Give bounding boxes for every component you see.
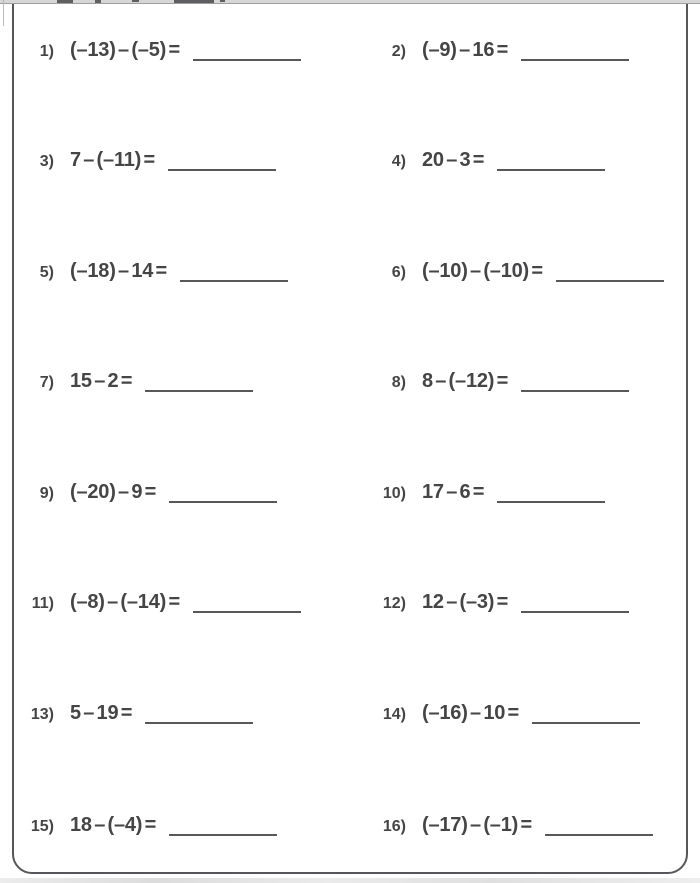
problem-item [22, 257, 374, 287]
answer-blank [497, 159, 605, 171]
problem-expression: (–20) – 9 = [70, 481, 157, 503]
scan-artifact [95, 0, 101, 3]
problem-number: 5) [39, 264, 54, 281]
problem-item [374, 36, 700, 66]
problem-number: 6) [391, 264, 406, 281]
problem-item [374, 257, 700, 287]
problem-item [374, 478, 700, 508]
answer-blank [545, 824, 653, 836]
problem-number: 12) [382, 595, 406, 612]
problem-item [22, 811, 374, 841]
problem-row [0, 367, 700, 397]
scan-edge-line [3, 0, 4, 26]
problem-expression: 20 – 3 = [422, 149, 485, 171]
answer-blank [180, 270, 288, 282]
problem-row [0, 36, 700, 66]
problem-number: 15) [30, 818, 54, 835]
problem-number: 16) [382, 818, 406, 835]
problem-expression: 15 – 2 = [70, 370, 133, 392]
problem-expression: (–10) – (–10) = [422, 260, 543, 282]
problem-expression: (–13) – (–5) = [70, 39, 180, 61]
problem-number: 14) [382, 706, 406, 723]
problem-row [0, 588, 700, 618]
answer-blank [556, 270, 664, 282]
answer-blank [497, 491, 605, 503]
problem-expression: (–17) – (–1) = [422, 814, 532, 836]
scan-artifact [132, 0, 139, 2]
problem-number: 10) [382, 485, 406, 502]
scan-top-edge [0, 0, 700, 4]
problem-row [0, 811, 700, 841]
problem-item [374, 146, 700, 176]
problem-item [374, 699, 700, 729]
problem-expression: 18 – (–4) = [70, 814, 157, 836]
problem-item [22, 478, 374, 508]
problem-number: 9) [39, 485, 54, 502]
answer-blank [145, 712, 253, 724]
answer-blank [532, 712, 640, 724]
answer-blank [193, 49, 301, 61]
problem-item [374, 811, 700, 841]
scan-artifact [57, 0, 73, 3]
problem-row [0, 699, 700, 729]
answer-blank [169, 491, 277, 503]
problem-expression: (–8) – (–14) = [70, 591, 180, 613]
problem-expression: 5 – 19 = [70, 702, 133, 724]
answer-blank [168, 159, 276, 171]
problem-item [374, 367, 700, 397]
problem-row [0, 478, 700, 508]
answer-blank [193, 601, 301, 613]
worksheet-border-box [12, 0, 688, 874]
problem-expression: 17 – 6 = [422, 481, 485, 503]
problem-expression: (–18) – 14 = [70, 260, 168, 282]
problem-number: 1) [39, 43, 54, 60]
problem-expression: 7 – (–11) = [70, 149, 155, 171]
problem-number: 7) [39, 374, 54, 391]
answer-blank [521, 380, 629, 392]
answer-blank [169, 824, 277, 836]
problem-expression: (–9) – 16 = [422, 39, 509, 61]
scan-artifact [174, 0, 214, 3]
problem-number: 8) [391, 374, 406, 391]
answer-blank [145, 380, 253, 392]
problem-item [22, 699, 374, 729]
problem-item [22, 146, 374, 176]
scan-bottom-edge [0, 878, 700, 883]
answer-blank [521, 601, 629, 613]
problem-number: 13) [30, 706, 54, 723]
problem-item [22, 36, 374, 66]
problem-row [0, 257, 700, 287]
problem-item [22, 367, 374, 397]
problem-row [0, 146, 700, 176]
problem-number: 2) [391, 43, 406, 60]
problem-expression: 12 – (–3) = [422, 591, 509, 613]
problem-number: 11) [31, 595, 54, 612]
problem-number: 4) [391, 153, 406, 170]
problem-expression: (–16) – 10 = [422, 702, 520, 724]
problem-number: 3) [39, 153, 54, 170]
problem-expression: 8 – (–12) = [422, 370, 509, 392]
answer-blank [521, 49, 629, 61]
scan-artifact [220, 0, 225, 2]
problem-item [22, 588, 374, 618]
problem-item [374, 588, 700, 618]
